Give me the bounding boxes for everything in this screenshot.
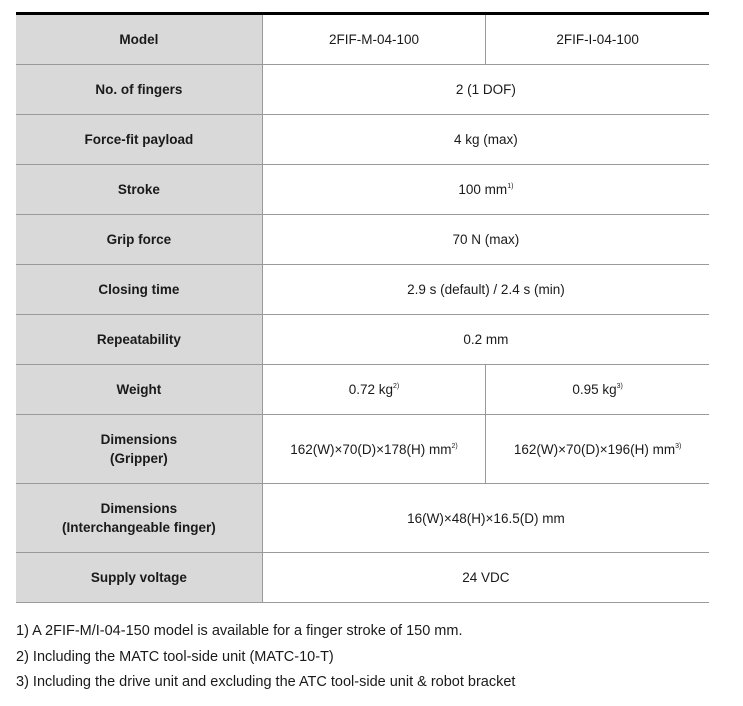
dimensions-value-i xyxy=(486,415,709,484)
row-label xyxy=(16,484,262,553)
label-line: (Interchangeable finger) xyxy=(62,520,216,535)
row-label: Model xyxy=(16,14,262,65)
row-value: 2 (1 DOF) xyxy=(262,65,709,115)
value-text: 100 mm xyxy=(458,182,508,197)
row-value: 24 VDC xyxy=(262,553,709,603)
value-text: 0.95 kg xyxy=(572,382,617,397)
weight-value-m xyxy=(262,365,485,415)
label-line: Dimensions xyxy=(100,501,178,516)
row-label: Grip force xyxy=(16,215,262,265)
row-weight xyxy=(16,365,709,415)
footnote-ref: 3) xyxy=(616,383,623,390)
row-value xyxy=(262,165,709,215)
footnote-1: 1) A 2FIF-M/I-04-150 model is available for a finger stroke of 150 mm. xyxy=(16,623,463,639)
row-label: Supply voltage xyxy=(16,553,262,603)
row-value: 0.2 mm xyxy=(262,315,709,365)
model-value-m: 2FIF-M-04-100 xyxy=(262,14,485,65)
row-supply-voltage xyxy=(16,553,709,603)
row-stroke xyxy=(16,165,709,215)
footnote-ref: 2) xyxy=(451,442,458,450)
row-label: Repeatability xyxy=(16,315,262,365)
footnote-2: 2) Including the MATC tool-side unit (MATC-10-T) xyxy=(16,648,334,665)
row-label: Closing time xyxy=(16,265,262,315)
row-payload xyxy=(16,115,709,165)
row-grip-force xyxy=(16,215,709,265)
value-text: 162(W)×70(D)×196(H) mm xyxy=(513,441,676,457)
footnote-ref: 1) xyxy=(507,183,514,190)
row-fingers xyxy=(16,65,709,115)
footnotes xyxy=(16,619,716,696)
row-dimensions-gripper xyxy=(16,415,709,484)
row-value: 2.9 s (default) / 2.4 s (min) xyxy=(262,265,709,315)
row-value: 16(W)×48(H)×16.5(D) mm xyxy=(262,484,709,553)
weight-value-i xyxy=(486,365,709,415)
dimensions-value-m xyxy=(262,415,485,484)
row-label: No. of fingers xyxy=(16,65,262,115)
row-model xyxy=(16,14,709,65)
spec-table xyxy=(16,12,709,603)
row-value: 4 kg (max) xyxy=(262,115,709,165)
row-label xyxy=(16,415,262,484)
footnote-ref: 3) xyxy=(675,442,682,450)
row-dimensions-finger xyxy=(16,484,709,553)
row-value: 70 N (max) xyxy=(262,215,709,265)
footnote-3: 3) Including the drive unit and excluding the ATC tool-side unit & robot bracket xyxy=(16,674,516,690)
footnote-ref: 2) xyxy=(393,383,400,390)
label-line: (Gripper) xyxy=(110,451,168,466)
model-value-i: 2FIF-I-04-100 xyxy=(486,14,709,65)
row-label: Weight xyxy=(16,365,262,415)
value-text: 162(W)×70(D)×178(H) mm xyxy=(290,441,452,457)
row-closing-time xyxy=(16,265,709,315)
row-label: Stroke xyxy=(16,165,262,215)
label-line: Dimensions xyxy=(100,432,178,447)
row-label: Force-fit payload xyxy=(16,115,262,165)
value-text: 0.72 kg xyxy=(348,382,394,397)
row-repeatability xyxy=(16,315,709,365)
